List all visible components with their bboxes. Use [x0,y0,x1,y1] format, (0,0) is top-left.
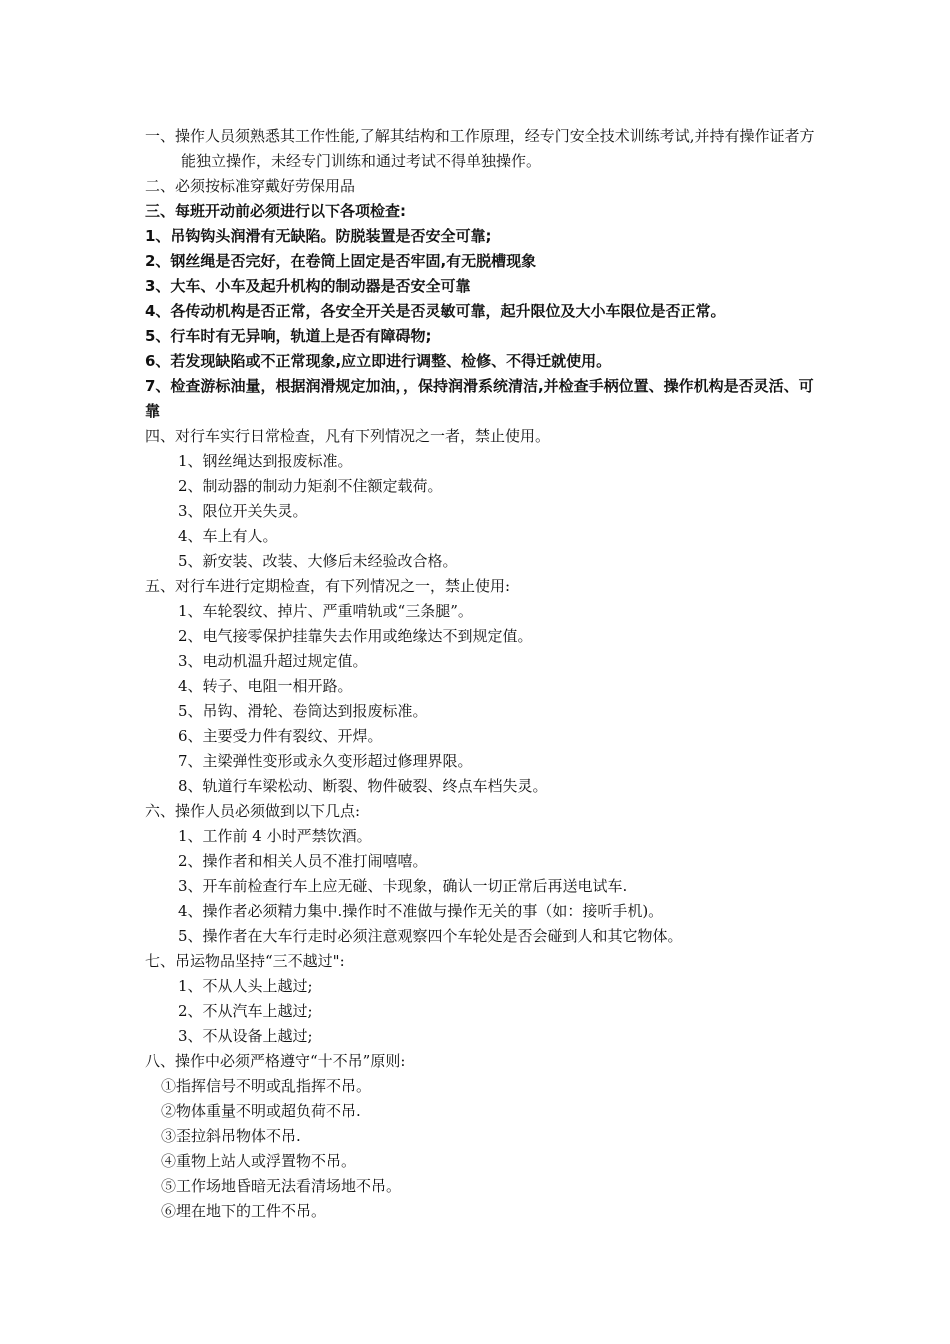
section-8-item: ⑥埋在地下的工件不吊。 [161,1202,327,1220]
section-5-item: 7、主梁弹性变形或永久变形超过修理界限。 [178,752,473,770]
section-6-title: 六、操作人员必须做到以下几点: [145,802,361,820]
section-4-title: 四、对行车实行日常检查，凡有下列情况之一者，禁止使用。 [145,427,551,445]
section-3-item: 1、吊钩钩头润滑有无缺陷。防脱装置是否安全可靠; [145,227,492,245]
section-5-item: 5、吊钩、滑轮、卷筒达到报废标准。 [178,702,428,720]
section-4-item: 5、新安装、改装、大修后未经验改合格。 [178,552,458,570]
section-6-item: 2、操作者和相关人员不准打闹嘻嘻。 [178,852,428,870]
section-5-item: 8、轨道行车梁松动、断裂、物件破裂、终点车档失灵。 [178,777,548,795]
section-5-item: 4、转子、电阻一相开路。 [178,677,353,695]
section-7-item: 1、不从人头上越过; [178,977,313,995]
section-6-item: 3、开车前检查行车上应无碰、卡现象，确认一切正常后再送电试车. [178,877,628,895]
section-7-item: 2、不从汽车上越过; [178,1002,313,1020]
section-3-item: 2、钢丝绳是否完好，在卷筒上固定是否牢固,有无脱槽现象 [145,252,537,270]
document-body [145,124,815,1224]
section-5-title: 五、对行车进行定期检查，有下列情况之一，禁止使用: [145,577,511,595]
section-8-item: ④重物上站人或浮置物不吊。 [161,1152,357,1170]
section-8-item: ⑤工作场地昏暗无法看清场地不吊。 [161,1177,402,1195]
section-3-item: 4、各传动机构是否正常，各安全开关是否灵敏可靠，起升限位及大小车限位是否正常。 [145,302,726,320]
section-6-item: 1、工作前 4 小时严禁饮酒。 [178,827,372,845]
section-2: 二、必须按标准穿戴好劳保用品 [145,177,356,195]
section-7-item: 3、不从设备上越过; [178,1027,313,1045]
section-3-title: 三、每班开动前必须进行以下各项检查: [145,202,407,220]
section-1: 一、操作人员须熟悉其工作性能,了解其结构和工作原理，经专门安全技术训练考试,并持有操作证者方能独立操作，未经专门训练和通过考试不得单独操作。 [145,127,815,170]
section-4-item: 4、车上有人。 [178,527,278,545]
section-8-item: ①指挥信号不明或乱指挥不吊。 [161,1077,372,1095]
section-5-item: 1、车轮裂纹、掉片、严重啃轨或“三条腿”。 [178,602,473,620]
section-4-item: 2、制动器的制动力矩刹不住额定载荷。 [178,477,443,495]
section-3-item: 5、行车时有无异响，轨道上是否有障碍物; [145,327,432,345]
section-4-item: 3、限位开关失灵。 [178,502,308,520]
section-4-item: 1、钢丝绳达到报废标准。 [178,452,353,470]
section-8-item: ③歪拉斜吊物体不吊. [161,1127,301,1145]
section-3-item: 6、若发现缺陷或不正常现象,应立即进行调整、检修、不得迁就使用。 [145,352,612,370]
section-8-item: ②物体重量不明或超负荷不吊. [161,1102,361,1120]
section-3-item: 7、检查游标油量，根据润滑规定加油，，保持润滑系统清洁,并检查手柄位置、操作机构是否灵活、可靠 [145,377,814,420]
section-6-item: 4、操作者必须精力集中.操作时不准做与操作无关的事（如：接听手机)。 [178,902,664,920]
section-6-item: 5、操作者在大车行走时必须注意观察四个车轮处是否会碰到人和其它物体。 [178,927,683,945]
section-7-title: 七、吊运物品坚持“三不越过": [145,952,345,970]
section-5-item: 3、电动机温升超过规定值。 [178,652,368,670]
section-5-item: 2、电气接零保护挂靠失去作用或绝缘达不到规定值。 [178,627,533,645]
section-5-item: 6、主要受力件有裂纹、开焊。 [178,727,383,745]
section-3-item: 3、大车、小车及起升机构的制动器是否安全可靠 [145,277,471,295]
section-8-title: 八、操作中必须严格遵守“十不吊”原则: [145,1052,406,1070]
